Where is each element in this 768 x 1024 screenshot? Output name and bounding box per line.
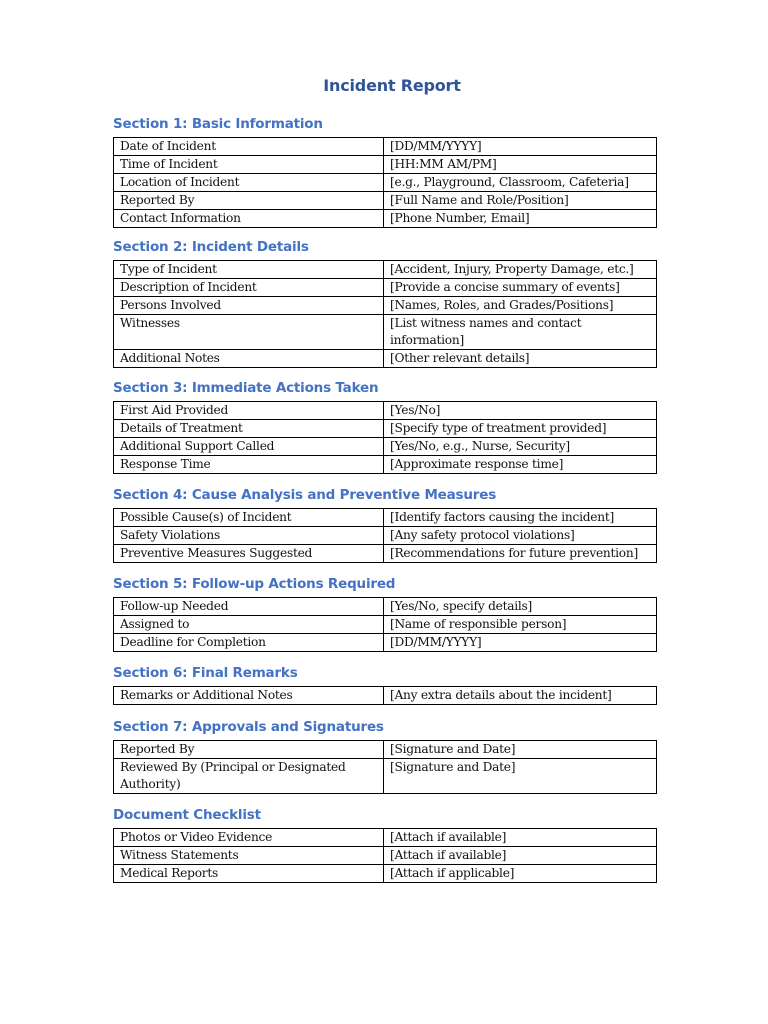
field-value: [Any safety protocol violations] [384,527,657,545]
field-label: Additional Notes [114,350,384,368]
field-value: [Provide a concise summary of events] [384,279,657,297]
field-label: Preventive Measures Suggested [114,545,384,563]
section-approvals-signatures [113,719,656,794]
table-row [114,297,657,315]
field-value: [Attach if available] [384,829,657,847]
field-value: [Any extra details about the incident] [384,687,657,705]
field-label: Location of Incident [114,174,384,192]
field-label: Reported By [114,741,384,759]
field-label: First Aid Provided [114,402,384,420]
info-table [113,508,657,563]
field-value: [e.g., Playground, Classroom, Cafeteria] [384,174,657,192]
info-table [113,137,657,228]
info-table [113,260,657,368]
field-value: [DD/MM/YYYY] [384,634,657,652]
section-heading: Section 7: Approvals and Signatures [113,719,384,735]
field-label: Safety Violations [114,527,384,545]
table-row [114,402,657,420]
field-value: [Signature and Date] [384,759,657,794]
field-label: Possible Cause(s) of Incident [114,509,384,527]
section-heading: Section 2: Incident Details [113,239,309,255]
field-label: Additional Support Called [114,438,384,456]
table-row [114,598,657,616]
field-label: Persons Involved [114,297,384,315]
field-value: [Yes/No, e.g., Nurse, Security] [384,438,657,456]
field-label: Remarks or Additional Notes [114,687,384,705]
section-document-checklist [113,807,656,883]
field-value: [Names, Roles, and Grades/Positions] [384,297,657,315]
table-row [114,210,657,228]
section-final-remarks [113,665,656,705]
field-label: Follow-up Needed [114,598,384,616]
field-value: [Yes/No, specify details] [384,598,657,616]
field-label: Response Time [114,456,384,474]
info-table [113,828,657,883]
field-value: [DD/MM/YYYY] [384,138,657,156]
info-table [113,740,657,794]
section-heading: Section 1: Basic Information [113,116,323,132]
field-label: Assigned to [114,616,384,634]
field-value: [Other relevant details] [384,350,657,368]
field-value: [Attach if applicable] [384,865,657,883]
field-label: Details of Treatment [114,420,384,438]
table-row [114,865,657,883]
table-row [114,687,657,705]
table-row [114,420,657,438]
table-row [114,634,657,652]
table-row [114,616,657,634]
field-value: [Specify type of treatment provided] [384,420,657,438]
table-row [114,174,657,192]
field-value: [Identify factors causing the incident] [384,509,657,527]
table-row [114,350,657,368]
field-label: Description of Incident [114,279,384,297]
table-row [114,438,657,456]
table-row [114,279,657,297]
table-row [114,741,657,759]
section-basic-information [113,116,656,228]
section-heading: Document Checklist [113,807,261,823]
field-value: [Approximate response time] [384,456,657,474]
field-value: [Recommendations for future prevention] [384,545,657,563]
field-label: Witnesses [114,315,384,350]
section-immediate-actions [113,380,656,474]
table-row [114,315,657,350]
section-heading: Section 3: Immediate Actions Taken [113,380,379,396]
document-title: Incident Report [323,76,461,95]
table-row [114,829,657,847]
table-row [114,192,657,210]
field-label: Type of Incident [114,261,384,279]
table-row [114,847,657,865]
field-label: Photos or Video Evidence [114,829,384,847]
field-value: [Accident, Injury, Property Damage, etc.] [384,261,657,279]
field-label: Reviewed By (Principal or Designated Authority) [114,759,384,794]
info-table [113,597,657,652]
table-row [114,527,657,545]
field-label: Time of Incident [114,156,384,174]
field-value: [Signature and Date] [384,741,657,759]
field-value: [HH:MM AM/PM] [384,156,657,174]
field-value: [Attach if available] [384,847,657,865]
section-heading: Section 6: Final Remarks [113,665,298,681]
table-row [114,509,657,527]
info-table [113,686,657,705]
field-value: [List witness names and contact information] [384,315,657,350]
info-table [113,401,657,474]
section-incident-details [113,239,656,368]
section-heading: Section 4: Cause Analysis and Preventive Measures [113,487,497,503]
section-follow-up-actions [113,576,656,652]
field-label: Witness Statements [114,847,384,865]
table-row [114,759,657,794]
table-row [114,261,657,279]
field-label: Deadline for Completion [114,634,384,652]
table-row [114,545,657,563]
field-value: [Full Name and Role/Position] [384,192,657,210]
table-row [114,138,657,156]
field-label: Contact Information [114,210,384,228]
field-label: Medical Reports [114,865,384,883]
section-heading: Section 5: Follow-up Actions Required [113,576,396,592]
table-row [114,156,657,174]
field-label: Reported By [114,192,384,210]
table-row [114,456,657,474]
field-label: Date of Incident [114,138,384,156]
section-cause-analysis [113,487,656,563]
field-value: [Phone Number, Email] [384,210,657,228]
field-value: [Name of responsible person] [384,616,657,634]
field-value: [Yes/No] [384,402,657,420]
